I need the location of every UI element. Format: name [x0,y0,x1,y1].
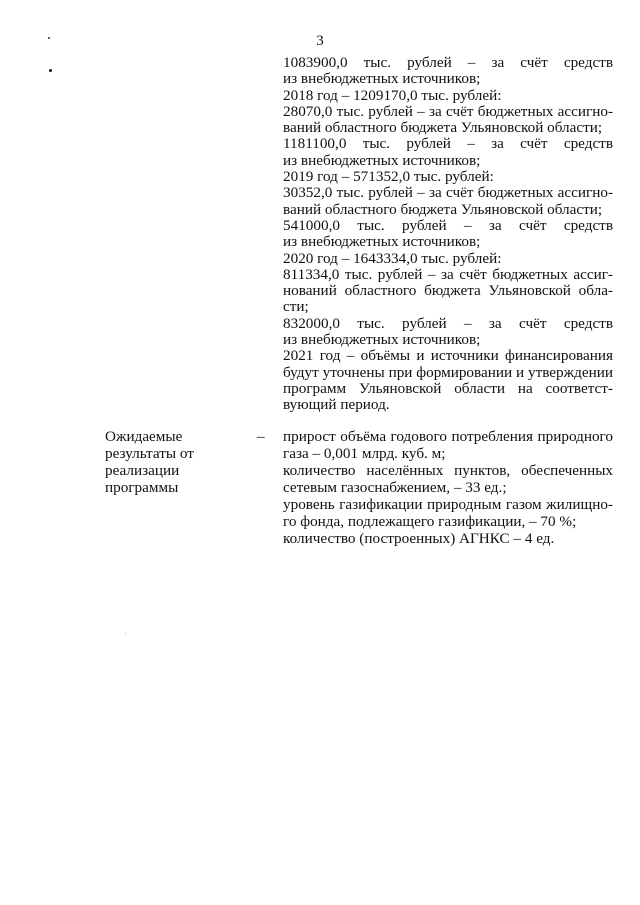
text-line: ваний областного бюджета Ульяновской области; [283,200,603,218]
text-line: го фонда, подлежащего газификации, – 70 %; [283,513,577,530]
page-number: 3 [316,33,324,49]
funding-paragraph [283,316,613,349]
funding-year-2021 [283,348,613,413]
text-line: из внебюджетных источников; [283,151,481,169]
funding-text [283,55,613,414]
funding-year-2018 [283,88,613,104]
text-line: из внебюджетных источников; [283,331,481,349]
text-line: программ Ульяновской области на соответст- [283,379,613,397]
funding-paragraph [283,267,613,316]
scan-speck [125,633,126,634]
funding-year-2020 [283,251,613,267]
text-line: сти; [283,298,309,316]
expected-results-label [105,428,225,496]
text-line: 2019 год – 571352,0 тыс. рублей: [283,168,494,186]
text-line: количество (построенных) АГНКС – 4 ед. [283,530,555,547]
result-item [283,496,613,530]
result-item [283,530,613,547]
text-line: 2018 год – 1209170,0 тыс. рублей: [283,86,502,104]
text-line: 1083900,0 тыс. рублей – за счёт средств [283,54,613,71]
text-line: уровень газификации природным газом жилищно- [283,496,613,513]
text-line: 811334,0 тыс. рублей – за счёт бюджетных ассиг- [283,265,613,283]
funding-paragraph [283,185,613,218]
label-line: реализации [105,462,180,479]
text-line: 541000,0 тыс. рублей – за счёт средств [283,216,613,234]
label-line: Ожидаемые [105,428,183,445]
text-line: вующий период. [283,396,390,414]
text-line: 1181100,0 тыс. рублей – за счёт средств [283,135,613,153]
expected-results-text [283,428,613,547]
result-item [283,462,613,496]
label-line: программы [105,479,179,496]
result-item [283,428,613,462]
funding-paragraph [283,104,613,137]
funding-year-2019 [283,169,613,185]
text-line: 2020 год – 1643334,0 тыс. рублей: [283,249,502,267]
funding-paragraph [283,55,613,88]
text-line: 30352,0 тыс. рублей – за счёт бюджетных ассигно- [283,184,613,202]
text-line: количество населённых пунктов, обеспеченных [283,462,613,479]
funding-paragraph [283,218,613,251]
funding-paragraph [283,136,613,169]
text-line: 2021 год – объёмы и источники финансирования [283,347,613,365]
text-line: из внебюджетных источников; [283,70,481,88]
label-line: результаты от [105,445,194,462]
text-line: сетевым газоснабжением, – 33 ед.; [283,479,507,496]
text-line: ваний областного бюджета Ульяновской области; [283,119,603,137]
text-line: газа – 0,001 млрд. куб. м; [283,445,446,462]
scan-speck [49,69,52,72]
text-line: 28070,0 тыс. рублей – за счёт бюджетных ассигно- [283,102,613,120]
text-line: прирост объёма годового потребления природного [283,428,613,445]
text-line: будут уточнены при формировании и утверждении [283,363,613,381]
text-line: нований областного бюджета Ульяновской обла- [283,282,613,300]
text-line: 832000,0 тыс. рублей – за счёт средств [283,314,613,332]
text-line: из внебюджетных источников; [283,233,481,251]
scan-speck [48,37,50,39]
label-dash: – [257,428,265,445]
